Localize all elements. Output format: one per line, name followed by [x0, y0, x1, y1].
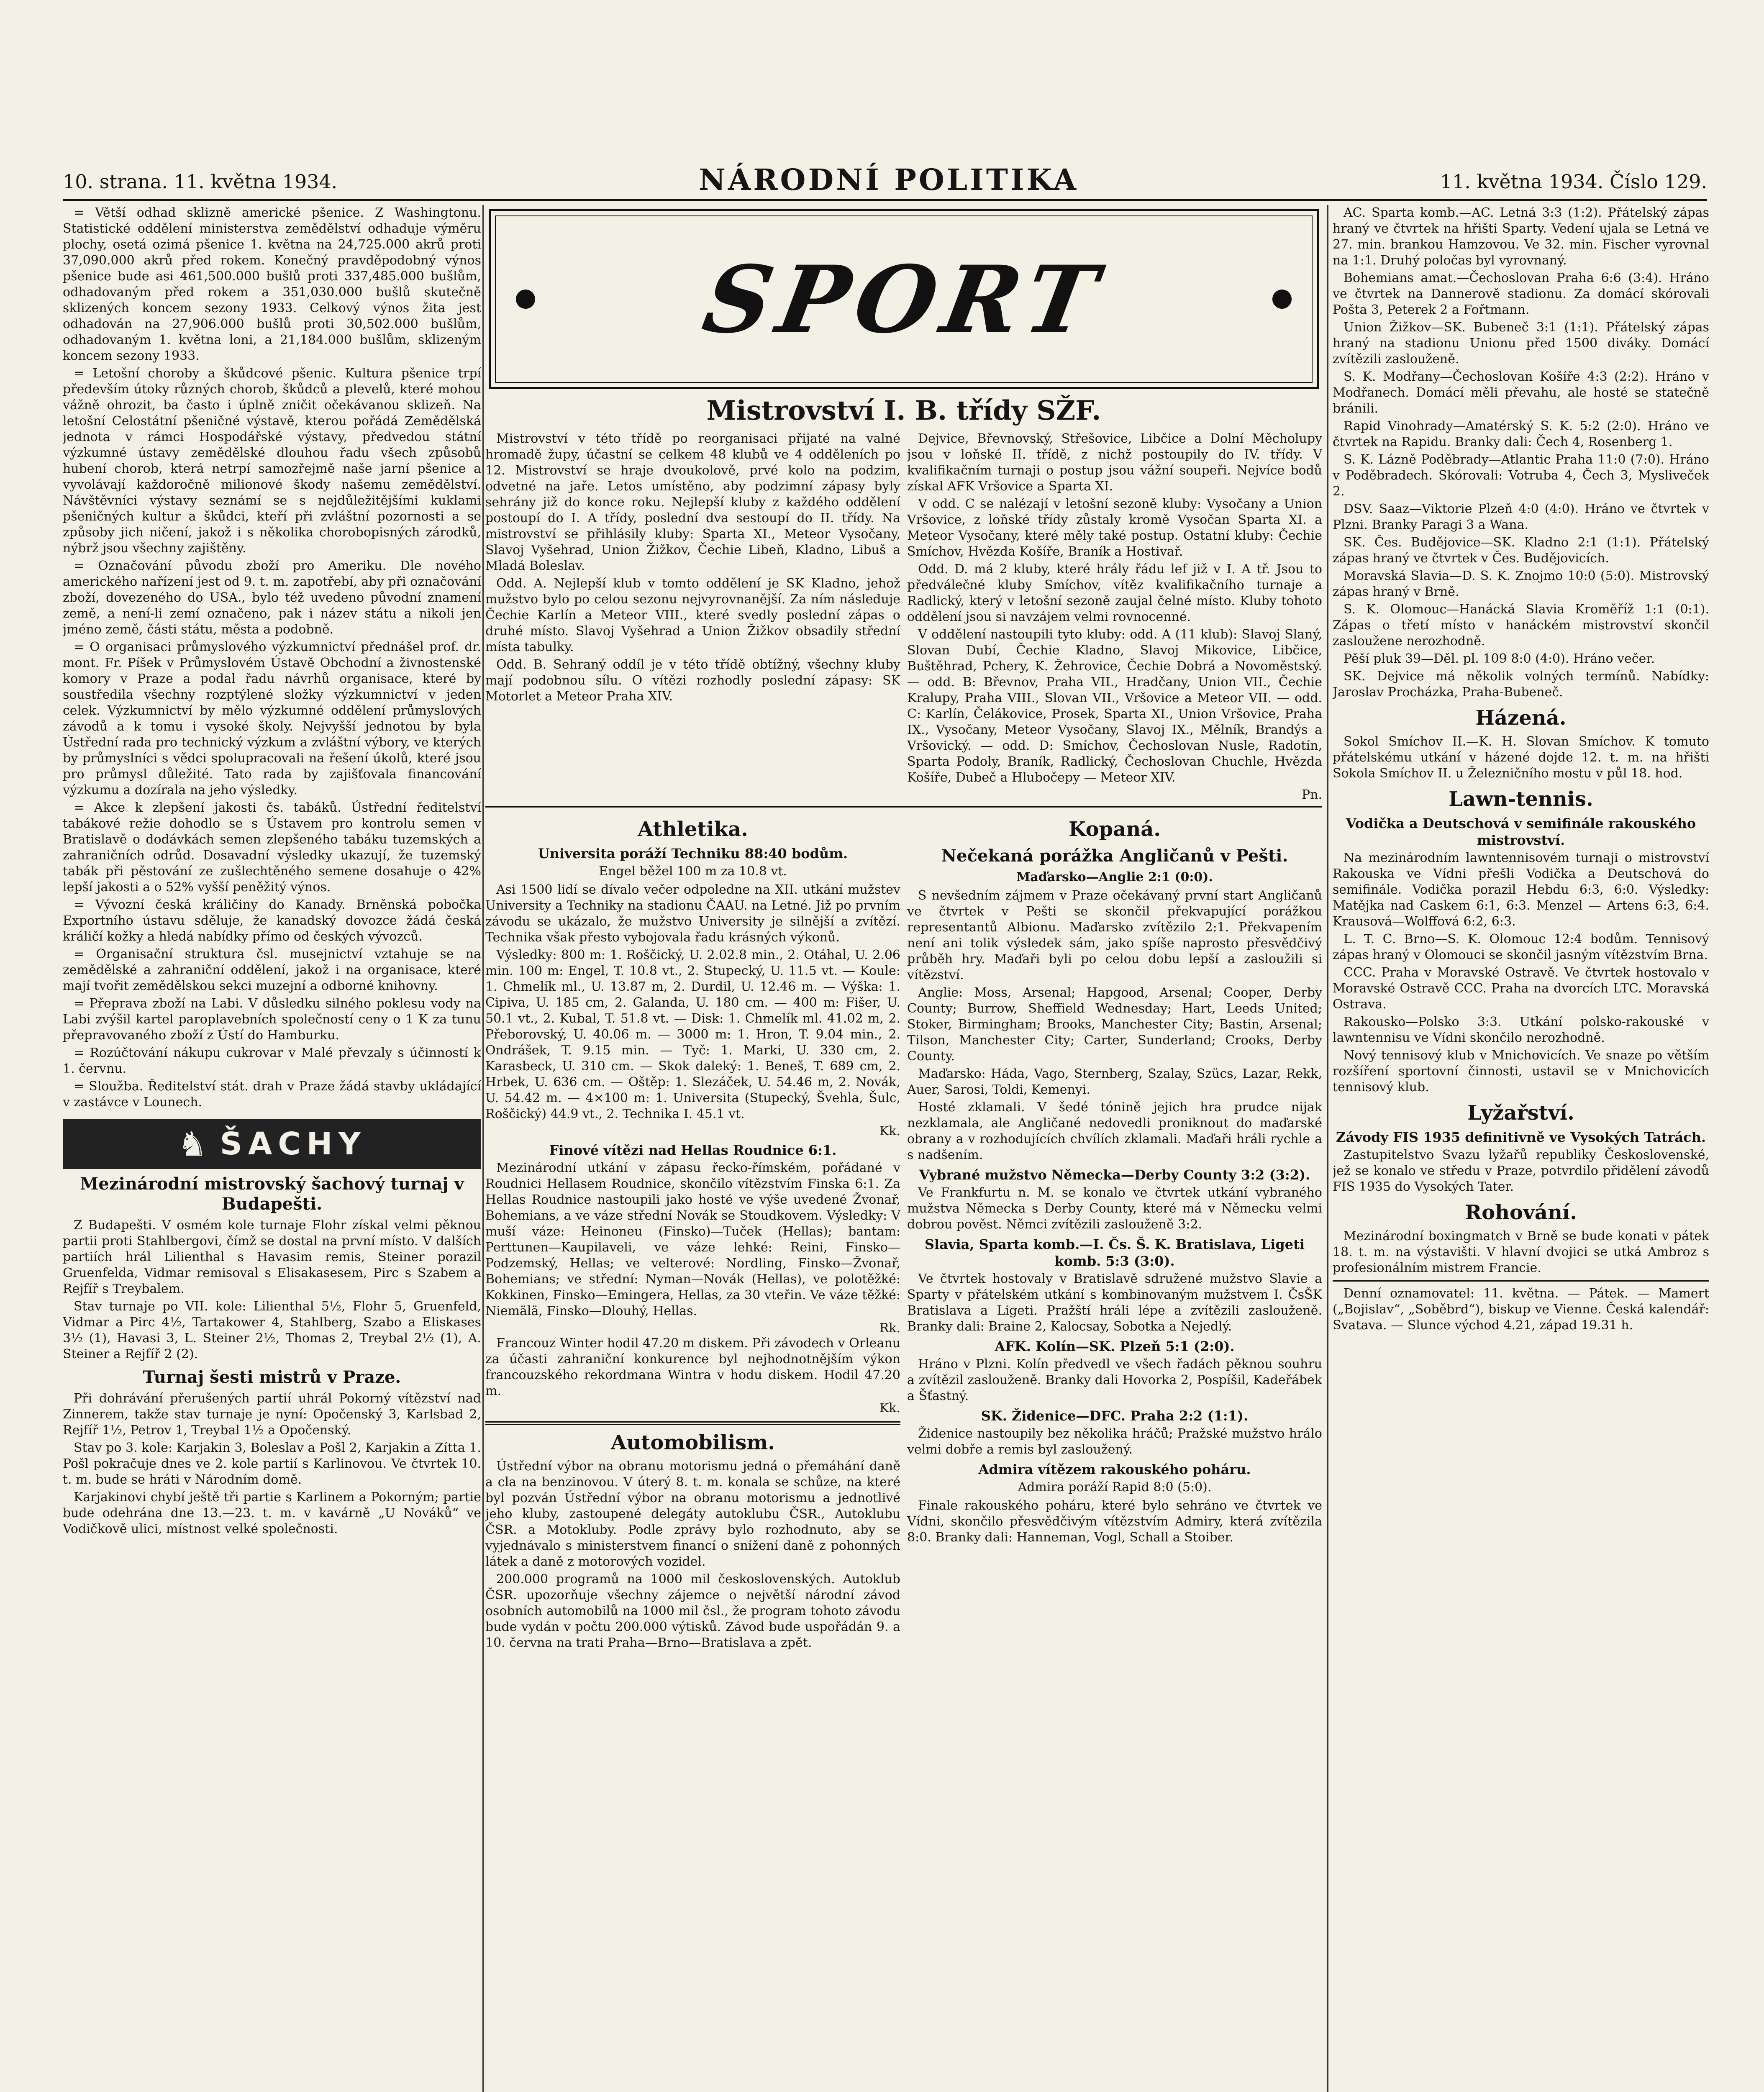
article-paragraph: Sokol Smíchov II.—K. H. Slovan Smíchov. K tomuto přátelskému utkání v házené dojde 12. t. m. na hřišti Sokola Smíchov II. u Železničního mostu v půl 18. hod.	[1333, 734, 1709, 781]
article-paragraph: Odd. B. Sehraný oddíl je v této třídě obtížný, všechny kluby mají podobnou sílu. O vítězi rozhodly poslední zápasy: SK Motorlet a Meteor Praha XIV.	[485, 657, 900, 704]
athletics-automobile-column	[485, 812, 900, 1653]
header-page-date: 10. strana. 11. května 1934.	[63, 170, 338, 193]
news-item: = Vývozní česká králičiny do Kanady. Brněnská pobočka Exportního ústavu sděluje, že kanadský dovozce žádá česká králičí kožky a hledá nabídky přímo od českých vývozců.	[63, 897, 481, 944]
football-column	[907, 812, 1322, 1653]
article-paragraph: L. T. C. Brno—S. K. Olomouc 12:4 bodům. Tennisový zápas hraný v Olomouci se skončil jasným vítězstvím Brna.	[1333, 932, 1709, 962]
column-divider	[482, 205, 484, 2092]
article-column	[485, 431, 900, 802]
match-report: DSV. Saaz—Viktorie Plzeň 4:0 (4:0). Hráno ve čtvrtek v Plzni. Branky Paragi 3 a Wana.	[1333, 502, 1709, 532]
chess-article-title: Mezinárodní mistrovský šachový turnaj v Budapešti.	[80, 1174, 464, 1214]
page-header	[63, 153, 1707, 201]
article-paragraph: Hosté zklamali. V šedé tónině jejich hra prudce nijak nezklamala, ale Angličané nedovedli proniknout do maďarské obrany a v rozhodujících chvílích zklamali. Maďaři hráli rychle a s nadšením.	[907, 1100, 1322, 1162]
match-report: Union Žižkov—SK. Bubeneč 3:1 (1:1). Přátelský zápas hraný na stadionu Unionu před 1500 diváky. Domácí zvítězili zaslouženě.	[1333, 320, 1709, 367]
chess-article-title: Turnaj šesti mistrů v Praze.	[143, 1367, 401, 1387]
author-signature: Kk.	[879, 1401, 900, 1415]
chess-paragraph: Při dohrávání přerušených partií uhrál Pokorný vítězství nad Zinnerem, takže stav turnaje je nyní: Opočenský 3, Karlsbad 2, Rejfíř 1½, Petrov 1, Treybal 1½ a Opočenský.	[63, 1391, 481, 1438]
article-paragraph: 200.000 programů na 1000 mil československých. Autoklub ČSR. upozorňuje všechny zájemce o největší národní závod osobních automobilů na 1000 mil čsl., že program tohoto závodu bude vydán v počtu 200.000 výtisků. Závod bude uspořádán 9. a 10. června na trati Praha—Brno—Bratislava a zpět.	[485, 1572, 900, 1650]
section-divider	[1333, 1280, 1709, 1282]
match-report: S. K. Olomouc—Hanácká Slavia Kroměříž 1:1 (0:1). Zápas o třetí místo v hanáckém mistrovství skončil zasloužene nerozhodně.	[1333, 602, 1709, 649]
sport-masthead-title: SPORT	[695, 245, 1112, 354]
daily-calendar: Denní oznamovatel: 11. května. — Pátek. — Mamert („Bojislav“, „Soběbrd“), biskup ve Vienne. Česká kalendář: Svatava. — Slunce východ 4.21, západ 19.31 h.	[1333, 1286, 1709, 1333]
news-item: = Letošní choroby a škůdcové pšenic. Kultura pšenice trpí především útoky různých chorob, škůdců a plevelů, které mohou vážně ohrozit, ba často i úplně zničit očekávanou sklizeň. Na letošní Celostátní pšeničné výstavě, kterou pořádá Zemědělská jednota v rámci Hospodářské výstavy, předvedou státní výzkumné ústavy zemědělské dlouhou řadu všech způsobů hubení chorob, která netrpí samozřejmě naše jarní pšenice a vyvolávají každoročně milionové škody našemu zemědělství. Návštěvníci výstavy seznámí se s nejdůležitějšími kuklami pšeničných kultur a škůdci, kteří při zvláštní pozornosti a se způsoby jich ničení, jakož i s několika chorobopisných zárodků, nýbrž jsou všechny zajištěny.	[63, 366, 481, 556]
article-title: Admira vítězem rakouského poháru.	[978, 1461, 1251, 1477]
news-item: = Akce k zlepšení jakosti čs. tabáků. Ústřední ředitelství tabákové režie dohodlo se s Ústavem pro kontrolu semen v Bratislavě o dodávkách semen zlepšeného tabáku tuzemských a zahraničních odrůd. Dosavadní výsledky ukazují, že tuzemský tabák při pěstování ze zušlechtěného semene dosahuje o 42% lepší jakosti a o 52% vyšší peněžitý výnos.	[63, 800, 481, 895]
bullet-ornament-icon	[516, 290, 535, 309]
article-title: Vodička a Deutschová v semifinále rakouského mistrovství.	[1346, 815, 1696, 848]
section-heading: Lyžařství.	[1467, 1101, 1574, 1125]
article-paragraph: Rakousko—Polsko 3:3. Utkání polsko-rakouské v lawntennisu ve Vídni skončilo nerozhodně.	[1333, 1015, 1709, 1045]
article-paragraph: Mistrovství v této třídě po reorganisaci přijaté na valné hromadě župy, účastní se celkem 48 klubů ve 4 odděleních po 12. Mistrovství se hraje dvoukolově, prvé kolo na podzim, odvetné na jaře. Letos umístěno, aby podzimní zápasy byly sehrány již do konce roku. Nejlepší kluby z každého oddělení postoupí do I. A třídy, poslední dva sestoupí do II. třídy. Na mistrovství se přihlásily kluby: Sparta XI., Meteor Vysočany, Slavoj Vyšehrad, Union Žižkov, Čechie Libeň, Kladno, Libuš a Mladá Boleslav.	[485, 431, 900, 573]
author-signature: Pn.	[1301, 787, 1322, 802]
article-paragraph: Zastupitelstvo Svazu lyžařů republiky Československé, jež se konalo ve středu v Praze, potvrdilo přidělení závodů FIS 1935 do Vysokých Tater.	[1333, 1148, 1709, 1194]
match-report: Pěší pluk 39—Děl. pl. 109 8:0 (4:0). Hráno večer.	[1344, 651, 1655, 666]
article-paragraph: CCC. Praha v Moravské Ostravě. Ve čtvrtek hostovalo v Moravské Ostravě CCC. Praha na dvorcích LTC. Moravská Ostrava.	[1333, 965, 1709, 1012]
main-article-columns	[485, 431, 1322, 802]
column-sport-results	[1333, 205, 1709, 2092]
header-issue: 11. května 1934. Číslo 129.	[1440, 170, 1707, 193]
article-title: Finové vítězi nad Hellas Roudnice 6:1.	[549, 1142, 837, 1158]
article-paragraph: Odd. D. má 2 kluby, které hrály řádu lef již v I. A tř. Jsou to předválečné kluby Smíchov, vítěz kvalifikačního turnaje a Radlický, který v letošní sezoně zaujal čelné místo. Kluby tohoto oddělení jsou si navzájem velmi rovnocenné.	[907, 562, 1322, 624]
article-paragraph: Finale rakouského poháru, které bylo sehráno ve čtvrtek ve Vídni, skončilo přesvědčivým vítězstvím Admiry, která zvítězila 8:0. Branky dali: Hanneman, Vogl, Schall a Stoiber.	[907, 1498, 1322, 1545]
sport-masthead	[489, 209, 1319, 389]
article-paragraph: Dejvice, Břevnovský, Střešovice, Libčice a Dolní Měcholupy jsou v loňské II. třídě, z nichž postoupily do IV. třídy. V kvalifikačním turnaji o postup jsou vážní soupeři. Nejvíce bodů získal AFK Vršovice a Sparta XI.	[907, 431, 1322, 494]
chess-paragraph: Z Budapešti. V osmém kole turnaje Flohr získal velmi pěknou partii proti Stahlbergovi, čímž se dostal na první místo. V dalších partiích hrál Lilienthal s Havasim remis, Steiner porazil Gruenfelda, Vidmar remisoval s Elisakasesem, Pirc s Szabem a Rejfíř s Treybalem.	[63, 1218, 481, 1296]
article-title: Vybrané mužstvo Německa—Derby County 3:2 (3:2).	[919, 1167, 1310, 1183]
article-paragraph: Odd. A. Nejlepší klub v tomto oddělení je SK Kladno, jehož mužstvo bylo po celou sezonu nejvyrovnanější. Za ním následuje Čechie Karlín a Meteor VIII., které svedly poslední zápas o druhé místo. Slavoj Vyšehrad a Union Žižkov obsadily střední místa tabulky.	[485, 576, 900, 654]
article-paragraph: Maďarsko: Háda, Vago, Sternberg, Szalay, Szücs, Lazar, Rekk, Auer, Sarosi, Toldi, Kemenyi.	[907, 1067, 1322, 1097]
match-report: S. K. Modřany—Čechoslovan Košíře 4:3 (2:2). Hráno v Modřanech. Domácí měli převahu, ale hosté se statečně bránili.	[1333, 369, 1709, 416]
lower-sport-columns	[485, 812, 1322, 1653]
match-report: SK. Čes. Budějovice—SK. Kladno 2:1 (1:1). Přátelský zápas hraný ve čtvrtek v Čes. Budějovicích.	[1333, 535, 1709, 566]
section-divider	[485, 1421, 900, 1425]
news-item: = Organisační struktura čsl. musejnictví vztahuje se na zemědělské a zahraniční oddělení, jakož i na organisace, které mají tvořit zemědělskou sekci muzejní a odborné knihovny.	[63, 947, 481, 993]
author-signature: Kk.	[879, 1124, 900, 1138]
article-title: Nečekaná porážka Angličanů v Pešti.	[941, 846, 1288, 866]
article-subtitle: Engel běžel 100 m za 10.8 vt.	[599, 864, 787, 879]
article-paragraph: Mezinárodní boxingmatch v Brně se bude konati v pátek 18. t. m. na výstavišti. V hlavní dvojici se utká Ambroz s profesionálním mistrem Francie.	[1333, 1229, 1709, 1275]
article-paragraph: V odd. C se nalézají v letošní sezoně kluby: Vysočany a Union Vršovice, z loňské třídy zůstaly kromě Vysočan Sparta XI. a Meteor Vysočany, které měly také postup. Ostatní kluby: Čechie Smíchov, Hvězda Košíře, Braník a Hostivař.	[907, 497, 1322, 559]
match-report: Bohemians amat.—Čechoslovan Praha 6:6 (3:4). Hráno ve čtvrtek na Dannerově stadionu. Za domácí skórovali Pošta 3, Peterek 2 a Fořtmann.	[1333, 271, 1709, 317]
article-title: Mistrovství I. B. třídy SŽF.	[706, 395, 1101, 426]
section-heading: Automobilism.	[611, 1431, 775, 1454]
article-paragraph: Asi 1500 lidí se dívalo večer odpoledne na XII. utkání mužstev University a Techniky na stadionu ČAAU. na Letné. Již po prvním závodu se ukázalo, že mužstvo University je silnější a zvítězí. Technika však přesto vybojovala řadu krásných výkonů.	[485, 882, 900, 945]
news-item: = Sloužba. Ředitelství stát. drah v Praze žádá stavby ukládající v zastávce v Lounech.	[63, 1079, 481, 1110]
news-item: = Rozúčtování nákupu cukrovar v Malé převzaly s účinností k 1. červnu.	[63, 1046, 481, 1076]
article-paragraph: Nový tennisový klub v Mnichovicích. Ve snaze po větším rozšíření sportovní činnosti, ustavil se v Mnichovicích tennisový klub.	[1333, 1048, 1709, 1095]
section-heading: Lawn-tennis.	[1449, 787, 1593, 811]
article-title: Universita poráží Techniku 88:40 bodům.	[538, 846, 848, 861]
match-report: Rapid Vinohrady—Amatérský S. K. 5:2 (2:0). Hráno ve čtvrtek na Rapidu. Branky dali: Čech 4, Rosenberg 1.	[1333, 419, 1709, 449]
article-paragraph: Anglie: Moss, Arsenal; Hapgood, Arsenal; Cooper, Derby County; Burrow, Sheffield Wednesday; Hart, Leeds United; Stoker, Birmingham; Brooks, Manchester City; Bastin, Arsenal; Tilson, Manchester City; Carter, Sunderland; Crooks, Derby County.	[907, 985, 1322, 1064]
economy-notes	[63, 205, 481, 1110]
bullet-ornament-icon	[1272, 290, 1292, 309]
match-report: AC. Sparta komb.—AC. Letná 3:3 (1:2). Přátelský zápas hraný ve čtvrtek na hřišti Sparty. Vedení ujala se Letná ve 27. min. brankou Hamzovou. Ve 32. min. Fischer vyrovnal na 1:1. Druhý poločas byl vyrovnaný.	[1333, 205, 1709, 268]
news-item: = O organisaci průmyslového výzkumnictví přednášel prof. dr. mont. Fr. Píšek v Průmyslovém Ústavě Obchodní a živnostenské komory v Praze a podal řadu návrhů organisace, které by soustředila všechny rozptýlené složky výzkumnictví v jeden celek. Výzkumnictví by mělo výzkumné oddělení průmyslových závodů a k tomu i vysoké školy. Nejvyšší jednotou by byla Ústřední rada pro technický výzkum a zvláštní výbory, ve kterých by průmyslníci s vědci spolupracovali na řešení úkolů, které jsou pro průmysl důležité. Tato rada by zajišťovala financování výzkumu a dozírala na jeho výsledky.	[63, 640, 481, 797]
article-title: SK. Židenice—DFC. Praha 2:2 (1:1).	[981, 1408, 1249, 1424]
article-paragraph: Židenice nastoupily bez několika hráčů; Pražské mužstvo hrálo velmi dobře a remis byl zasloužený.	[907, 1426, 1322, 1457]
news-item: = Větší odhad sklizně americké pšenice. Z Washingtonu. Statistické oddělení ministerstva zemědělství odhaduje výměru plochy, osetá ozimá pšenice 1. května na 24,725.000 akrů proti 37,090.000 akrů před rokem. Konečný pravděpodobný výnos pšenice bude asi 461,500.000 bušlů proti 337,485.000 bušlům, odhadovaným před rokem a 351,030.000 bušlů skutečně sklizených koncem sezony 1933. Celkový výnos žita jest odhadován na 27,906.000 bušlů proti 30,502.000 bušlům, odhadovaným 1. května loni, a 21,184.000 bušlům, sklizeným koncem sezony 1933.	[63, 205, 481, 363]
article-paragraph: Výsledky: 800 m: 1. Roščický, U. 2.02.8 min., 2. Otáhal, U. 2.06 min. 100 m: Engel, T. 10.8 vt., 2. Stupecký, U. 11.5 vt. — Koule: 1. Chmelík ml., U. 13.87 m, 2. Durdil, U. 12.46 m. — Výška: 1. Cipiva, U. 185 cm, 2. Galanda, U. 180 cm. — 400 m: Fišer, U. 50.1 vt., 2. Kubal, T. 51.8 vt. — Disk: 1. Chmelík ml. 41.02 m, 2. Přeborovský, U. 40.06 m. — 3000 m: 1. Hron, T. 9.04 min., 2. Ondrášek, T. 9.15 min. — Tyč: 1. Marki, U. 330 cm, 2. Karasbeck, U. 310 cm. — Skok daleký: 1. Beneš, T. 689 cm, 2. Hrbek, U. 636 cm. — Oštěp: 1. Slezáček, U. 54.46 m, 2. Novák, U. 54.42 m. — 4×100 m: 1. Universita (Stupecký, Švehla, Šulc, Roščický) 44.9 vt., 2. Technika I. 45.1 vt.	[485, 948, 900, 1121]
news-item: = Označování původu zboží pro Ameriku. Dle nového amerického nařízení jest od 9. t. m. zapotřebí, aby při označování zboží, dovezeného do USA., bylo též uvedeno původní znamení země, a není-li zemí označeno, pak i název státu a nikoli jen jméno země, části státu, města a podobně.	[63, 559, 481, 637]
chess-knight-icon: ♞	[177, 1124, 208, 1164]
match-report: Moravská Slavia—D. S. K. Znojmo 10:0 (5:0). Mistrovský zápas hraný v Brně.	[1333, 569, 1709, 599]
article-paragraph: Ve Frankfurtu n. M. se konalo ve čtvrtek utkání vybraného mužstva Německa s Derby County, které má v Německu velmi dobrou pověst. Němci zvítězili zaslouženě 3:2.	[907, 1185, 1322, 1232]
article-paragraph: S nevšedním zájmem v Praze očekávaný první start Angličanů ve čtvrtek v Pešti se skončil překvapující porážkou representantů Albionu. Maďarsko zvítězilo 2:1. Překvapením není ani tolik výsledek sám, jako spíše naprosto přesvědčivý průběh hry. Maďaři byli po celou dobu lepší a zasloužili si vítězství.	[907, 888, 1322, 982]
chess-paragraph: Stav po 3. kole: Karjakin 3, Boleslav a Pošl 2, Karjakin a Zítta 1. Pošl pokračuje dnes ve 2. kole partií s Karlinovou. Ve čtvrtek 10. t. m. bude se hráti v Národním domě.	[63, 1441, 481, 1487]
article-paragraph: V oddělení nastoupili tyto kluby: odd. A (11 klub): Slavoj Slaný, Slovan Dubí, Čechie Kladno, Slavoj Mikovice, Libčice, Buštěhrad, Pchery, K. Žehrovice, Čechie Dobrá a Novoměstský. — odd. B: Břevnov, Praha VII., Hradčany, Union VII., Čechie Kralupy, Praha VIII., Slovan VII., Vršovice a Meteor VII. — odd. C: Karlín, Čelákovice, Prosek, Sparta XI., Union Vršovice, Praha IX., Vysočany, Meteor Vysočany, Slavoj IX., Mělník, Brandýs a Vršovický. — odd. D: Smíchov, Čechoslovan Nusle, Radotín, Sparta Podoly, Braník, Radlický, Čechoslovan Chuchle, Hvězda Košíře, Dubeč a Hlubočepy — Meteor XIV.	[907, 627, 1322, 785]
article-paragraph: Francouz Winter hodil 47.20 m diskem. Při závodech v Orleanu za účasti zahraniční konkurence byl nejhodnotnějším výkon francouzského rekordmana Wintra v hodu diskem. Hodil 47.20 m.	[485, 1336, 900, 1398]
section-heading: Kopaná.	[1068, 818, 1161, 841]
section-heading: Rohování.	[1465, 1201, 1577, 1224]
author-signature: Rk.	[879, 1321, 900, 1336]
match-report: SK. Dejvice má několik volných termínů. Nabídky: Jaroslav Procházka, Praha-Bubeneč.	[1333, 669, 1709, 700]
article-paragraph: Mezinárodní utkání v zápasu řecko-římském, pořádané v Roudnici Hellasem Roudnice, skončilo vítězstvím Finska 6:1. Za Hellas Roudnice nastoupili jako hosté ve výše uvedené Žvonař, Bohemians, a ve váze střední Novák se Stoudkovem. Výsledky: V muší váze: Heinoneu (Finsko)—Tuček (Hellas); bantam: Perttunen—Kaupilaveli, ve váze lehké: Reini, Finsko—Podzemský, Hellas; ve velterové: Nordling, Finsko—Žvonař, Bohemians; ve střední: Nyman—Novák (Hellas), ve polotěžké: Kokkinen, Finsko—Emingera, Hellas, za 30 vteřin. Ve váze těžké: Niemälä, Finsko—Dlouhý, Hellas.	[485, 1161, 900, 1318]
article-paragraph: Ve čtvrtek hostovaly v Bratislavě sdružené mužstvo Slavie a Sparty v přátelském utkání s kombinovaným mužstvem I. ČsŠK Bratislava a Ligeti. Pražští hráli lépe a zvítězili zaslouženě. Branky dali: Braine 2, Kalocsay, Sobotka a Nejedlý.	[907, 1272, 1322, 1334]
match-report: S. K. Lázně Poděbrady—Atlantic Praha 11:0 (7:0). Hráno v Poděbradech. Skórovali: Votruba 4, Čech 3, Mysliveček 2.	[1333, 452, 1709, 499]
chess-section-title: ŠACHY	[220, 1126, 367, 1162]
article-title: Závody FIS 1935 definitivně ve Vysokých Tatrách.	[1336, 1129, 1706, 1145]
newspaper-title: NÁRODNÍ POLITIKA	[699, 162, 1079, 197]
section-heading: Athletika.	[638, 818, 748, 841]
article-paragraph: Na mezinárodním lawntennisovém turnaji o mistrovství Rakouska ve Vídni přešli Vodička a Deutschová do semifinále. Vodička porazil Hebdu 6:3, 6:0. Výsledky: Matějka nad Caskem 6:1, 6:3. Menzel — Artens 6:3, 6:4. Krausová—Wolffová 6:2, 6:3.	[1333, 851, 1709, 929]
article-column	[907, 431, 1322, 802]
section-divider	[485, 806, 1322, 808]
article-title: AFK. Kolín—SK. Plzeň 5:1 (2:0).	[995, 1338, 1235, 1354]
article-subtitle: Maďarsko—Anglie 2:1 (0:0).	[1016, 870, 1213, 884]
column-economy-chess	[63, 205, 481, 2092]
article-subtitle: Admira poráží Rapid 8:0 (5:0).	[1018, 1480, 1212, 1495]
section-heading: Házená.	[1475, 706, 1567, 730]
chess-paragraph: Stav turnaje po VII. kole: Lilienthal 5½, Flohr 5, Gruenfeld, Vidmar a Pirc 4½, Tartakower 4, Stahlberg, Szabo a Eliskases 3½ (1), Havasi 3, L. Steiner 2½, Thomas 2, Treybal 2½ (1), A. Steiner a Rejfíř 2 (2).	[63, 1299, 481, 1361]
chess-paragraph: Karjakinovi chybí ještě tři partie s Karlinem a Pokorným; partie bude odehrána dne 13.—23. t. m. v kavárně „U Nováků“ ve Vodičkově ulici, místnost velké společnosti.	[63, 1490, 481, 1536]
chess-section-banner	[63, 1119, 481, 1169]
article-paragraph: Ústřední výbor na obranu motorismu jedná o přemáhání daně a cla na benzinovou. V úterý 8. t. m. konala se schůze, na které byl pozván Ústřední výbor na obranu motorismu a jednotlivé jeho kluby, zastoupené delegáty autoklubu ČSR., Autoklubu ČSR. a Motokluby. Podle zprávy bylo rozhodnuto, aby se vyjednávalo s ministerstvem financí o snížení daně z pohonných látek a daně z motorových vozidel.	[485, 1459, 900, 1569]
article-paragraph: Hráno v Plzni. Kolín předvedl ve všech řadách pěknou souhru a zvítězil zaslouženě. Branky dali Hovorka 2, Pospíšil, Kadeřábek a Šťastný.	[907, 1357, 1322, 1403]
column-sport	[485, 205, 1322, 2092]
news-item: = Přeprava zboží na Labi. V důsledku silného poklesu vody na Labi zvýšil kartel paroplavebních společností ceny o 1 K za tunu přepravovaného zboží z Ústí do Hamburku.	[63, 996, 481, 1043]
column-divider	[1327, 205, 1328, 2092]
article-title: Slavia, Sparta komb.—I. Čs. Š. K. Bratislava, Ligeti komb. 5:3 (3:0).	[924, 1236, 1305, 1269]
